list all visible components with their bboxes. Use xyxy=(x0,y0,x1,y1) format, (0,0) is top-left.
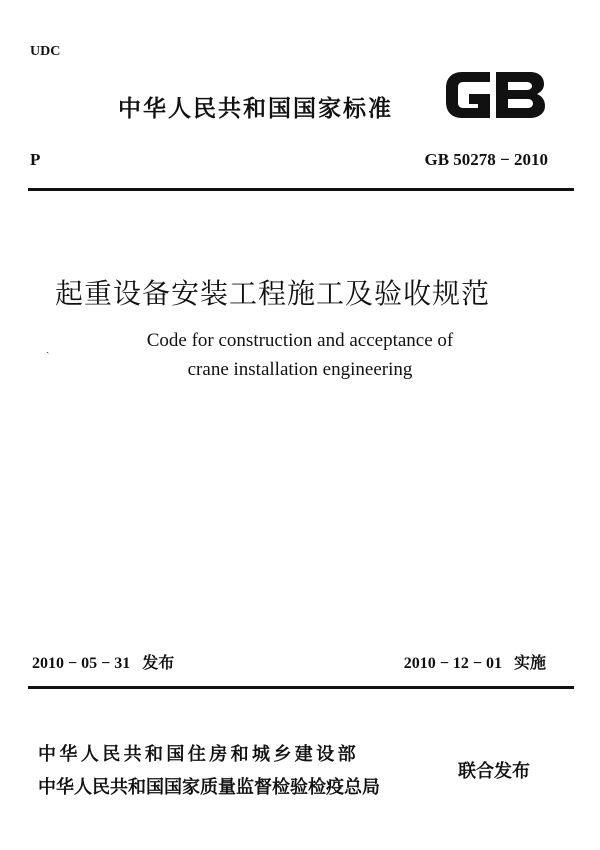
issue-date-block xyxy=(32,650,174,673)
top-divider xyxy=(28,188,574,191)
title-chinese: 起重设备安装工程施工及验收规范 xyxy=(55,277,491,310)
category-code: P xyxy=(30,150,41,169)
bottom-divider xyxy=(28,686,574,689)
gb-logo-icon xyxy=(442,66,548,124)
implement-date: 2010 − 12 − 01 xyxy=(403,655,502,672)
implement-label: 实施 xyxy=(513,653,546,672)
publisher-org1: 中华人民共和国住房和城乡建设部 xyxy=(38,744,359,765)
standard-number: GB 50278 − 2010 xyxy=(424,150,548,169)
standard-title: 中华人民共和国国家标准 xyxy=(118,96,393,122)
issue-label: 发布 xyxy=(142,653,175,672)
joint-publish-label: 联合发布 xyxy=(458,761,530,782)
publisher-org2: 中华人民共和国国家质量监督检验检疫总局 xyxy=(38,777,380,798)
udc-label: UDC xyxy=(30,44,61,59)
issue-date: 2010 − 05 − 31 xyxy=(32,655,131,672)
title-english-line2: crane installation engineering xyxy=(187,359,413,380)
decorative-speck: ˏ xyxy=(46,343,50,354)
implement-date-block xyxy=(360,650,546,673)
title-english xyxy=(60,326,540,384)
title-english-line1: Code for construction and acceptance of xyxy=(146,330,454,351)
